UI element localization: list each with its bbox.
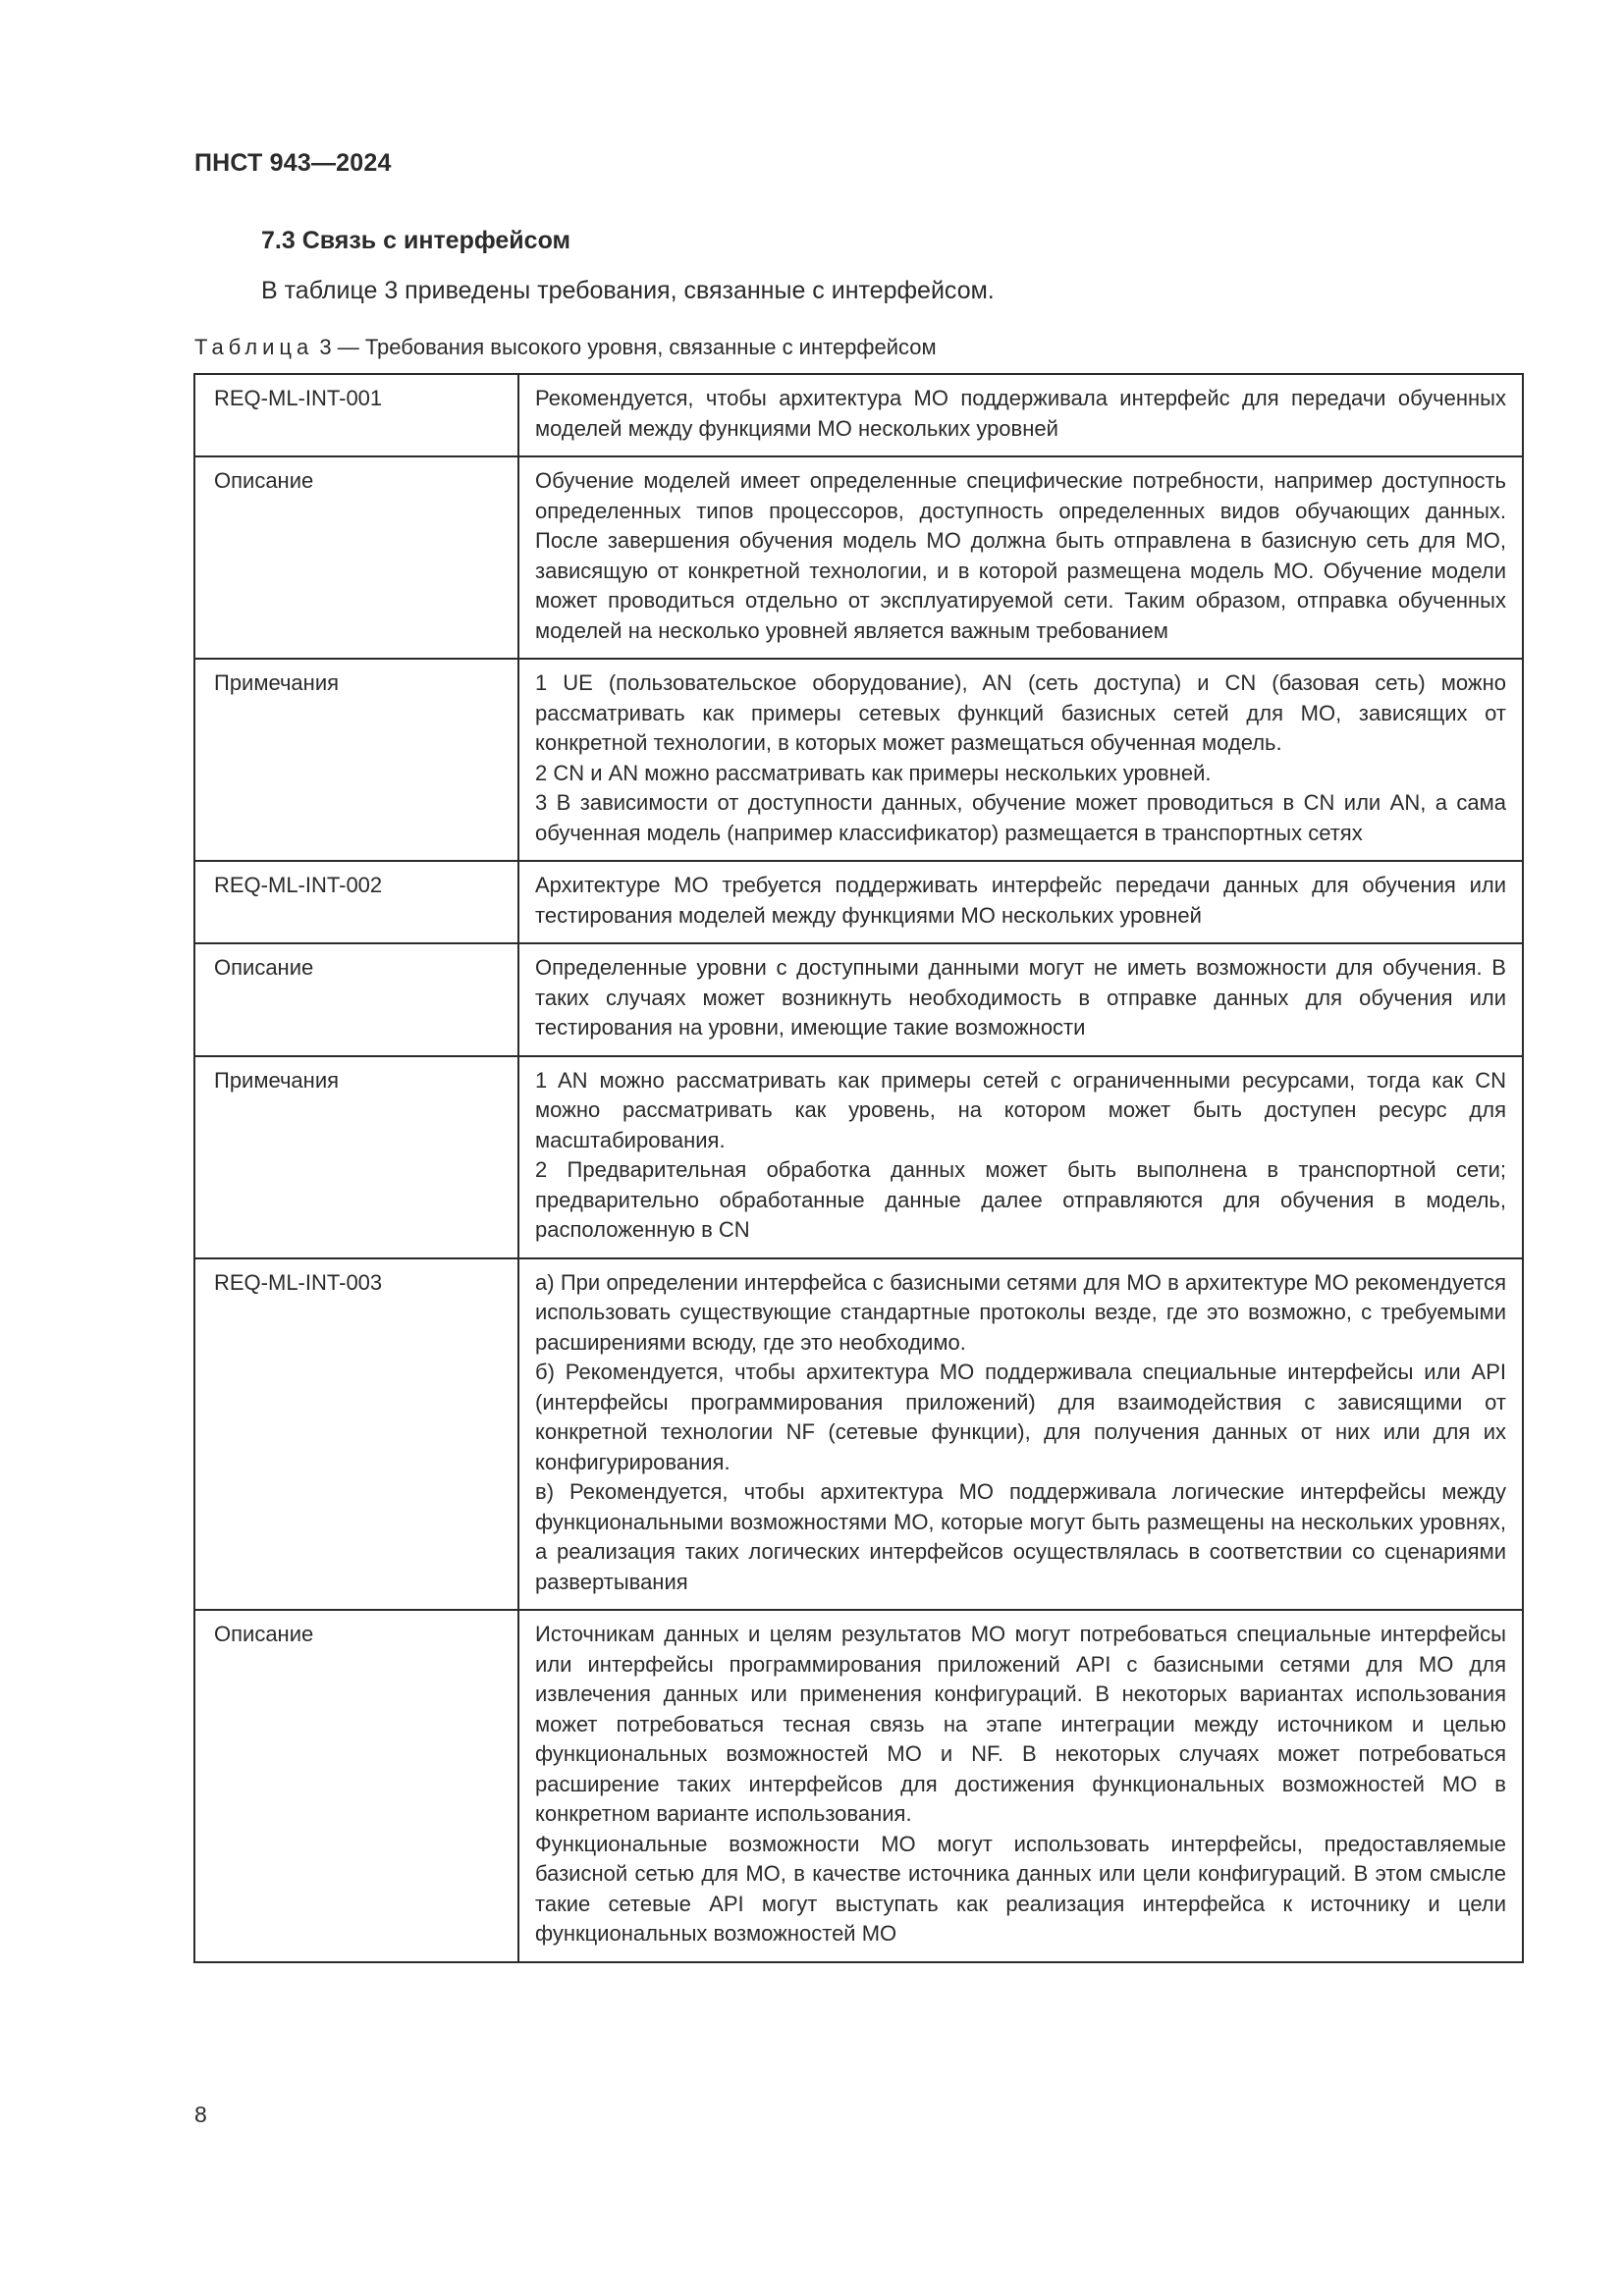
- row-label: REQ-ML-INT-003: [194, 1258, 518, 1611]
- row-paragraph: 1 UE (пользовательское оборудование), AN (сеть доступа) и CN (базовая сеть) можно рассматривать как примеры сетевых функций базисных сетей для МО, зависящих от конкретной технологии, в которых может размещаться обученная модель.: [535, 670, 1506, 755]
- table-caption-word: Таблица: [194, 335, 314, 359]
- row-paragraph: в) Рекомендуется, чтобы архитектура МО поддерживала логические интерфейсы между функциональными возможностями МО, которые могут быть размещены на нескольких уровнях, а реализация таких логических интерфейсов осуществлялась в соответствии со сценариями развертывания: [535, 1479, 1506, 1594]
- table-row: [194, 659, 1523, 861]
- table-row: [194, 1610, 1523, 1962]
- intro-paragraph: В таблице 3 приведены требования, связанные с интерфейсом.: [261, 277, 995, 304]
- table-row: [194, 943, 1523, 1056]
- row-content: [518, 1258, 1523, 1611]
- table-row: [194, 1258, 1523, 1611]
- section-heading: 7.3 Связь с интерфейсом: [261, 227, 571, 254]
- row-paragraph: Определенные уровни с доступными данными могут не иметь возможности для обучения. В таких случаях может возникнуть необходимость в отправке данных для обучения или тестирования на уровни, имеющие такие возможности: [535, 955, 1506, 1040]
- row-paragraph: 3 В зависимости от доступности данных, обучение может проводиться в CN или AN, а сама обученная модель (например классификатор) размещается в транспортных сетях: [535, 790, 1506, 845]
- row-label: Примечания: [194, 1056, 518, 1258]
- row-paragraph: б) Рекомендуется, чтобы архитектура МО поддерживала специальные интерфейсы или API (интерфейсы программирования приложений) для взаимодействия с зависящими от конкретной технологии NF (сетевые функции), для получения данных от них или для их конфигурирования.: [535, 1360, 1506, 1474]
- row-content: [518, 659, 1523, 861]
- row-paragraph: Обучение моделей имеет определенные специфические потребности, например доступность определенных типов процессоров, доступность определенных видов обучающих данных. После завершения обучения модель МО должна быть отправлена в базисную сеть для МО, зависящую от конкретной технологии, и в которой размещена модель МО. Обучение модели может проводиться отдельно от эксплуатируемой сети. Таким образом, отправка обученных моделей на несколько уровней является важным требованием: [535, 468, 1506, 643]
- table-caption: [194, 335, 937, 360]
- row-content: [518, 861, 1523, 943]
- requirements-table: [193, 373, 1524, 1963]
- table-row: [194, 861, 1523, 943]
- row-label: Примечания: [194, 659, 518, 861]
- table-row: [194, 456, 1523, 659]
- row-paragraph: 2 CN и AN можно рассматривать как примеры нескольких уровней.: [535, 760, 1212, 785]
- row-paragraph: Архитектуре МО требуется поддерживать интерфейс передачи данных для обучения или тестирования моделей между функциями МО нескольких уровней: [535, 873, 1506, 928]
- row-content: [518, 1610, 1523, 1962]
- row-content: [518, 374, 1523, 456]
- table-caption-text: 3 — Требования высокого уровня, связанные с интерфейсом: [319, 335, 937, 359]
- row-paragraph: 1 AN можно рассматривать как примеры сетей с ограниченными ресурсами, тогда как CN можно рассматривать как уровень, на котором может быть доступен ресурс для масштабирования.: [535, 1067, 1506, 1152]
- row-paragraph: Источникам данных и целям результатов МО могут потребоваться специальные интерфейсы или интерфейсы программирования приложений API с базисными сетями для МО для извлечения данных или применения конфигураций. В некоторых вариантах использования может потребоваться тесная связь на этапе интеграции между источником и целью функциональных возможностей МО и NF. В некоторых случаях может потребоваться расширение таких интерфейсов для достижения функциональных возможностей МО в конкретном варианте использования.: [535, 1622, 1506, 1826]
- row-paragraph: а) При определении интерфейса с базисными сетями для МО в архитектуре МО рекомендуется использовать существующие стандартные протоколы везде, где это возможно, с требуемыми расширениями всюду, где это необходимо.: [535, 1269, 1506, 1355]
- row-paragraph: Функциональные возможности МО могут использовать интерфейсы, предоставляемые базисной сетью для МО, в качестве источника данных или цели конфигураций. В этом смысле такие сетевые API могут выступать как реализация интерфейса к источнику и цели функциональных возможностей МО: [535, 1831, 1506, 1946]
- row-paragraph: 2 Предварительная обработка данных может быть выполнена в транспортной сети; предварительно обработанные данные далее отправляются для обучения в модель, расположенную в CN: [535, 1157, 1506, 1242]
- row-content: [518, 1056, 1523, 1258]
- document-code: ПНСТ 943—2024: [194, 149, 392, 177]
- table-row: [194, 1056, 1523, 1258]
- row-content: [518, 456, 1523, 659]
- row-label: Описание: [194, 943, 518, 1056]
- row-label: Описание: [194, 456, 518, 659]
- row-paragraph: Рекомендуется, чтобы архитектура МО поддерживала интерфейс для передачи обученных моделей между функциями МО нескольких уровней: [535, 386, 1506, 441]
- table-row: [194, 374, 1523, 456]
- row-label: REQ-ML-INT-001: [194, 374, 518, 456]
- row-label: REQ-ML-INT-002: [194, 861, 518, 943]
- page-number: 8: [194, 2102, 207, 2127]
- row-content: [518, 943, 1523, 1056]
- row-label: Описание: [194, 1610, 518, 1962]
